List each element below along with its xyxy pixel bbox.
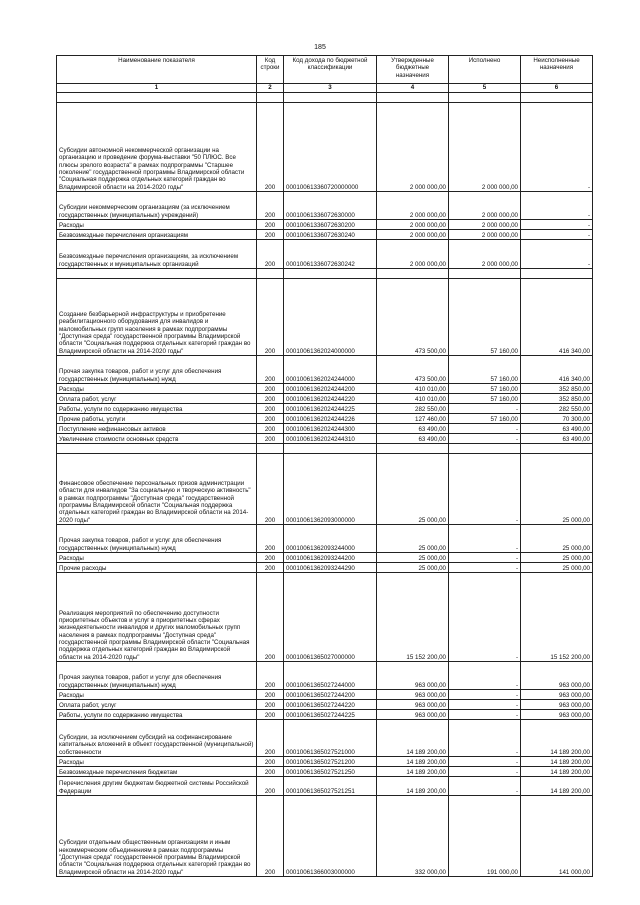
approved-amount: 2 000 000,00 bbox=[377, 220, 449, 230]
table-row bbox=[57, 220, 593, 230]
column-number: 3 bbox=[284, 84, 377, 93]
indicator-name: Безвозмездные перечисления организациям, за исключением государственных и муниципальных организаций bbox=[57, 240, 257, 269]
approved-amount: 282 550,00 bbox=[377, 404, 449, 414]
table-row bbox=[57, 356, 593, 384]
indicator-name: Субсидии автономной некоммерческой организации на организацию и проведение форума-выставки "50 ПЛЮС. Все плюсы зрелого возраста" в рамках подпрограммы "Старшее поколение" государственной программы Владимирской области "Социальная поддержка отдельных категорий граждан во Владимирской области на 2014-2020 годы" bbox=[57, 103, 257, 192]
budget-classification-code: 00010061362024244220 bbox=[284, 394, 377, 404]
table-row bbox=[57, 394, 593, 404]
column-number: 2 bbox=[257, 84, 284, 93]
line-code: 200 bbox=[257, 454, 284, 525]
budget-classification-code: 00010061365027244220 bbox=[284, 700, 377, 710]
unexecuted-amount: 963 000,00 bbox=[521, 710, 593, 720]
line-code: 200 bbox=[257, 424, 284, 434]
approved-amount: 410 010,00 bbox=[377, 384, 449, 394]
indicator-name: Субсидии, за исключением субсидий на софинансирование капитальных вложений в объект государственной (муниципальной) собственности bbox=[57, 720, 257, 757]
executed-amount: 57 160,00 bbox=[449, 279, 521, 356]
unexecuted-amount: 963 000,00 bbox=[521, 690, 593, 700]
header-executed: Исполнено bbox=[449, 56, 521, 84]
budget-classification-code: 00010061362093244000 bbox=[284, 525, 377, 553]
indicator-name: Увеличение стоимости основных средств bbox=[57, 434, 257, 444]
budget-classification-code: 00010061336072630240 bbox=[284, 230, 377, 240]
executed-amount: 57 160,00 bbox=[449, 414, 521, 424]
budget-classification-code: 00010061362093000000 bbox=[284, 454, 377, 525]
table-row bbox=[57, 424, 593, 434]
executed-amount: 2 000 000,00 bbox=[449, 192, 521, 220]
line-code: 200 bbox=[257, 757, 284, 767]
table-row bbox=[57, 434, 593, 444]
indicator-name: Безвозмездные перечисления организациям bbox=[57, 230, 257, 240]
indicator-name: Создание безбарьерной инфраструктуры и приобретение реабилитационного оборудования для инвалидов и маломобильных групп населения в рамках подпрограммы "Доступная среда" государственной программы Владимирской области "Социальная поддержка отдельных категорий граждан во Владимирской области на 2014-2020 годы" bbox=[57, 279, 257, 356]
column-number: 5 bbox=[449, 84, 521, 93]
line-code: 200 bbox=[257, 700, 284, 710]
indicator-name: Расходы bbox=[57, 384, 257, 394]
executed-amount: - bbox=[449, 710, 521, 720]
line-code: 200 bbox=[257, 279, 284, 356]
unexecuted-amount: 14 189 200,00 bbox=[521, 720, 593, 757]
budget-classification-code: 00010061365027000000 bbox=[284, 573, 377, 662]
header-approved: Утвержденные бюджетные назначения bbox=[377, 56, 449, 84]
unexecuted-amount: 25 000,00 bbox=[521, 563, 593, 573]
approved-amount: 2 000 000,00 bbox=[377, 103, 449, 192]
column-number-row bbox=[57, 84, 593, 93]
executed-amount: 57 160,00 bbox=[449, 356, 521, 384]
executed-amount: - bbox=[449, 662, 521, 690]
column-number: 4 bbox=[377, 84, 449, 93]
approved-amount: 963 000,00 bbox=[377, 700, 449, 710]
budget-classification-code: 00010061362024244226 bbox=[284, 414, 377, 424]
line-code: 200 bbox=[257, 563, 284, 573]
budget-classification-code: 00010061362093244290 bbox=[284, 563, 377, 573]
executed-amount: 2 000 000,00 bbox=[449, 240, 521, 269]
approved-amount: 473 500,00 bbox=[377, 279, 449, 356]
indicator-name: Прочая закупка товаров, работ и услуг для обеспечения государственных (муниципальных) нужд bbox=[57, 356, 257, 384]
empty-cell bbox=[449, 444, 521, 454]
column-number: 1 bbox=[57, 84, 257, 93]
empty-cell bbox=[57, 444, 257, 454]
executed-amount: - bbox=[449, 434, 521, 444]
approved-amount: 63 490,00 bbox=[377, 424, 449, 434]
executed-amount: 2 000 000,00 bbox=[449, 220, 521, 230]
executed-amount: - bbox=[449, 700, 521, 710]
header-unexecuted: Неисполненные назначения bbox=[521, 56, 593, 84]
indicator-name: Прочие работы, услуги bbox=[57, 414, 257, 424]
budget-classification-code: 00010061336072630000 bbox=[284, 192, 377, 220]
table-row bbox=[57, 710, 593, 720]
unexecuted-amount: 63 490,00 bbox=[521, 424, 593, 434]
unexecuted-amount: 63 490,00 bbox=[521, 434, 593, 444]
approved-amount: 2 000 000,00 bbox=[377, 192, 449, 220]
budget-classification-code: 00010061362024244225 bbox=[284, 404, 377, 414]
budget-classification-code: 00010061362024244300 bbox=[284, 424, 377, 434]
indicator-name: Работы, услуги по содержанию имущества bbox=[57, 710, 257, 720]
budget-classification-code: 00010061362024244000 bbox=[284, 356, 377, 384]
unexecuted-amount: - bbox=[521, 230, 593, 240]
indicator-name: Реализация мероприятий по обеспечению доступности приоритетных объектов и услуг в приоритетных сферах жизнедеятельности инвалидов и других маломобильных групп населения в рамках подпрограммы "Доступная среда" государственной программы Владимирской области "Социальная поддержка отдельных категорий граждан во Владимирской области на 2014-2020 годы" bbox=[57, 573, 257, 662]
table-row bbox=[57, 404, 593, 414]
empty-cell bbox=[521, 269, 593, 279]
empty-cell bbox=[284, 444, 377, 454]
executed-amount: - bbox=[449, 525, 521, 553]
executed-amount: - bbox=[449, 757, 521, 767]
table-row bbox=[57, 767, 593, 777]
unexecuted-amount: 963 000,00 bbox=[521, 700, 593, 710]
executed-amount: - bbox=[449, 777, 521, 796]
empty-cell bbox=[521, 444, 593, 454]
approved-amount: 63 490,00 bbox=[377, 434, 449, 444]
line-code: 200 bbox=[257, 767, 284, 777]
line-code: 200 bbox=[257, 192, 284, 220]
line-code: 200 bbox=[257, 220, 284, 230]
indicator-name: Финансовое обеспечение персональных призов администрации области для инвалидов "За социальную и творческую активность" в рамках подпрограммы "Доступная среда" государственной программы Владимирской области "Социальная поддержка отдельных категорий граждан во Владимирской области на 2014-2020 годы" bbox=[57, 454, 257, 525]
indicator-name: Оплата работ, услуг bbox=[57, 394, 257, 404]
table-row bbox=[57, 563, 593, 573]
budget-classification-code: 00010061365027244000 bbox=[284, 662, 377, 690]
table-row bbox=[57, 103, 593, 192]
budget-classification-code: 00010061336072630200 bbox=[284, 220, 377, 230]
line-code: 200 bbox=[257, 796, 284, 877]
budget-classification-code: 00010061365027521200 bbox=[284, 757, 377, 767]
line-code: 200 bbox=[257, 710, 284, 720]
indicator-name: Расходы bbox=[57, 220, 257, 230]
budget-classification-code: 00010061365027521000 bbox=[284, 720, 377, 757]
indicator-name: Расходы bbox=[57, 690, 257, 700]
approved-amount: 14 189 200,00 bbox=[377, 757, 449, 767]
executed-amount: - bbox=[449, 720, 521, 757]
indicator-name: Расходы bbox=[57, 553, 257, 563]
report-body bbox=[57, 93, 593, 877]
table-row bbox=[57, 414, 593, 424]
executed-amount: 2 000 000,00 bbox=[449, 230, 521, 240]
budget-classification-code: 00010061362093244200 bbox=[284, 553, 377, 563]
line-code: 200 bbox=[257, 553, 284, 563]
indicator-name: Прочая закупка товаров, работ и услуг для обеспечения государственных (муниципальных) нужд bbox=[57, 662, 257, 690]
line-code: 200 bbox=[257, 240, 284, 269]
table-row bbox=[57, 240, 593, 269]
executed-amount: - bbox=[449, 563, 521, 573]
table-row bbox=[57, 279, 593, 356]
table-row bbox=[57, 777, 593, 796]
indicator-name: Субсидии отдельным общественным организациям и иным некоммерческим объединениям в рамках подпрограммы "Доступная среда" государственной программы Владимирской области "Социальная поддержка отдельных категорий граждан во Владимирской области на 2014-2020 годы" bbox=[57, 796, 257, 877]
spacer-row bbox=[57, 269, 593, 279]
empty-cell bbox=[521, 93, 593, 103]
indicator-name: Перечисления другим бюджетам бюджетной системы Российской Федерации bbox=[57, 777, 257, 796]
line-code: 200 bbox=[257, 573, 284, 662]
line-code: 200 bbox=[257, 230, 284, 240]
unexecuted-amount: 416 340,00 bbox=[521, 356, 593, 384]
line-code: 200 bbox=[257, 525, 284, 553]
table-row bbox=[57, 690, 593, 700]
unexecuted-amount: 25 000,00 bbox=[521, 525, 593, 553]
executed-amount: - bbox=[449, 424, 521, 434]
line-code: 200 bbox=[257, 356, 284, 384]
indicator-name: Прочие расходы bbox=[57, 563, 257, 573]
table-row bbox=[57, 573, 593, 662]
approved-amount: 332 000,00 bbox=[377, 796, 449, 877]
executed-amount: - bbox=[449, 690, 521, 700]
line-code: 200 bbox=[257, 720, 284, 757]
budget-classification-code: 00010061366003000000 bbox=[284, 796, 377, 877]
empty-cell bbox=[377, 93, 449, 103]
unexecuted-amount: 14 189 200,00 bbox=[521, 757, 593, 767]
table-row bbox=[57, 230, 593, 240]
executed-amount: - bbox=[449, 553, 521, 563]
table-row bbox=[57, 384, 593, 394]
approved-amount: 963 000,00 bbox=[377, 710, 449, 720]
budget-classification-code: 00010061365027244225 bbox=[284, 710, 377, 720]
line-code: 200 bbox=[257, 384, 284, 394]
approved-amount: 25 000,00 bbox=[377, 525, 449, 553]
approved-amount: 14 189 200,00 bbox=[377, 777, 449, 796]
empty-cell bbox=[257, 444, 284, 454]
line-code: 200 bbox=[257, 103, 284, 192]
executed-amount: 57 160,00 bbox=[449, 394, 521, 404]
header-row bbox=[57, 56, 593, 84]
spacer-row bbox=[57, 444, 593, 454]
executed-amount: 191 000,00 bbox=[449, 796, 521, 877]
unexecuted-amount: - bbox=[521, 220, 593, 230]
budget-classification-code: 000100613360720000000 bbox=[284, 103, 377, 192]
approved-amount: 25 000,00 bbox=[377, 553, 449, 563]
table-row bbox=[57, 720, 593, 757]
spacer-row bbox=[57, 93, 593, 103]
approved-amount: 963 000,00 bbox=[377, 690, 449, 700]
header-budget-code: Код дохода по бюджетной классификации bbox=[284, 56, 377, 84]
unexecuted-amount: - bbox=[521, 103, 593, 192]
table-row bbox=[57, 700, 593, 710]
line-code: 200 bbox=[257, 777, 284, 796]
indicator-name: Субсидии некоммерческим организациям (за исключением государственных (муниципальных) учреждений) bbox=[57, 192, 257, 220]
approved-amount: 25 000,00 bbox=[377, 454, 449, 525]
indicator-name: Работы, услуги по содержанию имущества bbox=[57, 404, 257, 414]
table-row bbox=[57, 757, 593, 767]
unexecuted-amount: 963 000,00 bbox=[521, 662, 593, 690]
budget-classification-code: 00010061362024244200 bbox=[284, 384, 377, 394]
budget-classification-code: 00010061365027521251 bbox=[284, 777, 377, 796]
unexecuted-amount: 282 550,00 bbox=[521, 404, 593, 414]
budget-classification-code: 00010061362024244310 bbox=[284, 434, 377, 444]
executed-amount: - bbox=[449, 404, 521, 414]
table-row bbox=[57, 454, 593, 525]
indicator-name: Расходы bbox=[57, 757, 257, 767]
empty-cell bbox=[449, 93, 521, 103]
table-row bbox=[57, 553, 593, 563]
approved-amount: 127 460,00 bbox=[377, 414, 449, 424]
line-code: 200 bbox=[257, 662, 284, 690]
line-code: 200 bbox=[257, 394, 284, 404]
empty-cell bbox=[57, 269, 257, 279]
empty-cell bbox=[257, 93, 284, 103]
unexecuted-amount: 141 000,00 bbox=[521, 796, 593, 877]
approved-amount: 963 000,00 bbox=[377, 662, 449, 690]
budget-classification-code: 00010061362024000000 bbox=[284, 279, 377, 356]
unexecuted-amount: 416 340,00 bbox=[521, 279, 593, 356]
empty-cell bbox=[57, 93, 257, 103]
approved-amount: 473 500,00 bbox=[377, 356, 449, 384]
approved-amount: 25 000,00 bbox=[377, 563, 449, 573]
executed-amount: 57 160,00 bbox=[449, 384, 521, 394]
unexecuted-amount: 352 850,00 bbox=[521, 394, 593, 404]
empty-cell bbox=[257, 269, 284, 279]
approved-amount: 410 010,00 bbox=[377, 394, 449, 404]
executed-amount: 2 000 000,00 bbox=[449, 103, 521, 192]
executed-amount: - bbox=[449, 767, 521, 777]
executed-amount: - bbox=[449, 573, 521, 662]
unexecuted-amount: - bbox=[521, 240, 593, 269]
indicator-name: Поступление нефинансовых активов bbox=[57, 424, 257, 434]
unexecuted-amount: 25 000,00 bbox=[521, 454, 593, 525]
unexecuted-amount: 352 850,00 bbox=[521, 384, 593, 394]
header-name: Наименование показателя bbox=[57, 56, 257, 84]
indicator-name: Прочая закупка товаров, работ и услуг для обеспечения государственных (муниципальных) нужд bbox=[57, 525, 257, 553]
header-line-code: Код строки bbox=[257, 56, 284, 84]
empty-cell bbox=[284, 93, 377, 103]
table-row bbox=[57, 192, 593, 220]
table-row bbox=[57, 525, 593, 553]
table-row bbox=[57, 796, 593, 877]
line-code: 200 bbox=[257, 434, 284, 444]
unexecuted-amount: 14 189 200,00 bbox=[521, 767, 593, 777]
empty-cell bbox=[377, 269, 449, 279]
page-number: 185 bbox=[314, 44, 326, 51]
budget-classification-code: 00010061365027521250 bbox=[284, 767, 377, 777]
budget-classification-code: 00010061336072630242 bbox=[284, 240, 377, 269]
indicator-name: Безвозмездные перечисления бюджетам bbox=[57, 767, 257, 777]
indicator-name: Оплата работ, услуг bbox=[57, 700, 257, 710]
unexecuted-amount: 15 152 200,00 bbox=[521, 573, 593, 662]
unexecuted-amount: 14 189 200,00 bbox=[521, 777, 593, 796]
line-code: 200 bbox=[257, 404, 284, 414]
approved-amount: 15 152 200,00 bbox=[377, 573, 449, 662]
approved-amount: 2 000 000,00 bbox=[377, 240, 449, 269]
approved-amount: 2 000 000,00 bbox=[377, 230, 449, 240]
approved-amount: 14 189 200,00 bbox=[377, 767, 449, 777]
unexecuted-amount: - bbox=[521, 192, 593, 220]
column-number: 6 bbox=[521, 84, 593, 93]
empty-cell bbox=[284, 269, 377, 279]
executed-amount: - bbox=[449, 454, 521, 525]
empty-cell bbox=[449, 269, 521, 279]
approved-amount: 14 189 200,00 bbox=[377, 720, 449, 757]
budget-report-table bbox=[56, 55, 593, 877]
budget-classification-code: 00010061365027244200 bbox=[284, 690, 377, 700]
empty-cell bbox=[377, 444, 449, 454]
unexecuted-amount: 70 300,00 bbox=[521, 414, 593, 424]
line-code: 200 bbox=[257, 414, 284, 424]
line-code: 200 bbox=[257, 690, 284, 700]
table-row bbox=[57, 662, 593, 690]
unexecuted-amount: 25 000,00 bbox=[521, 553, 593, 563]
